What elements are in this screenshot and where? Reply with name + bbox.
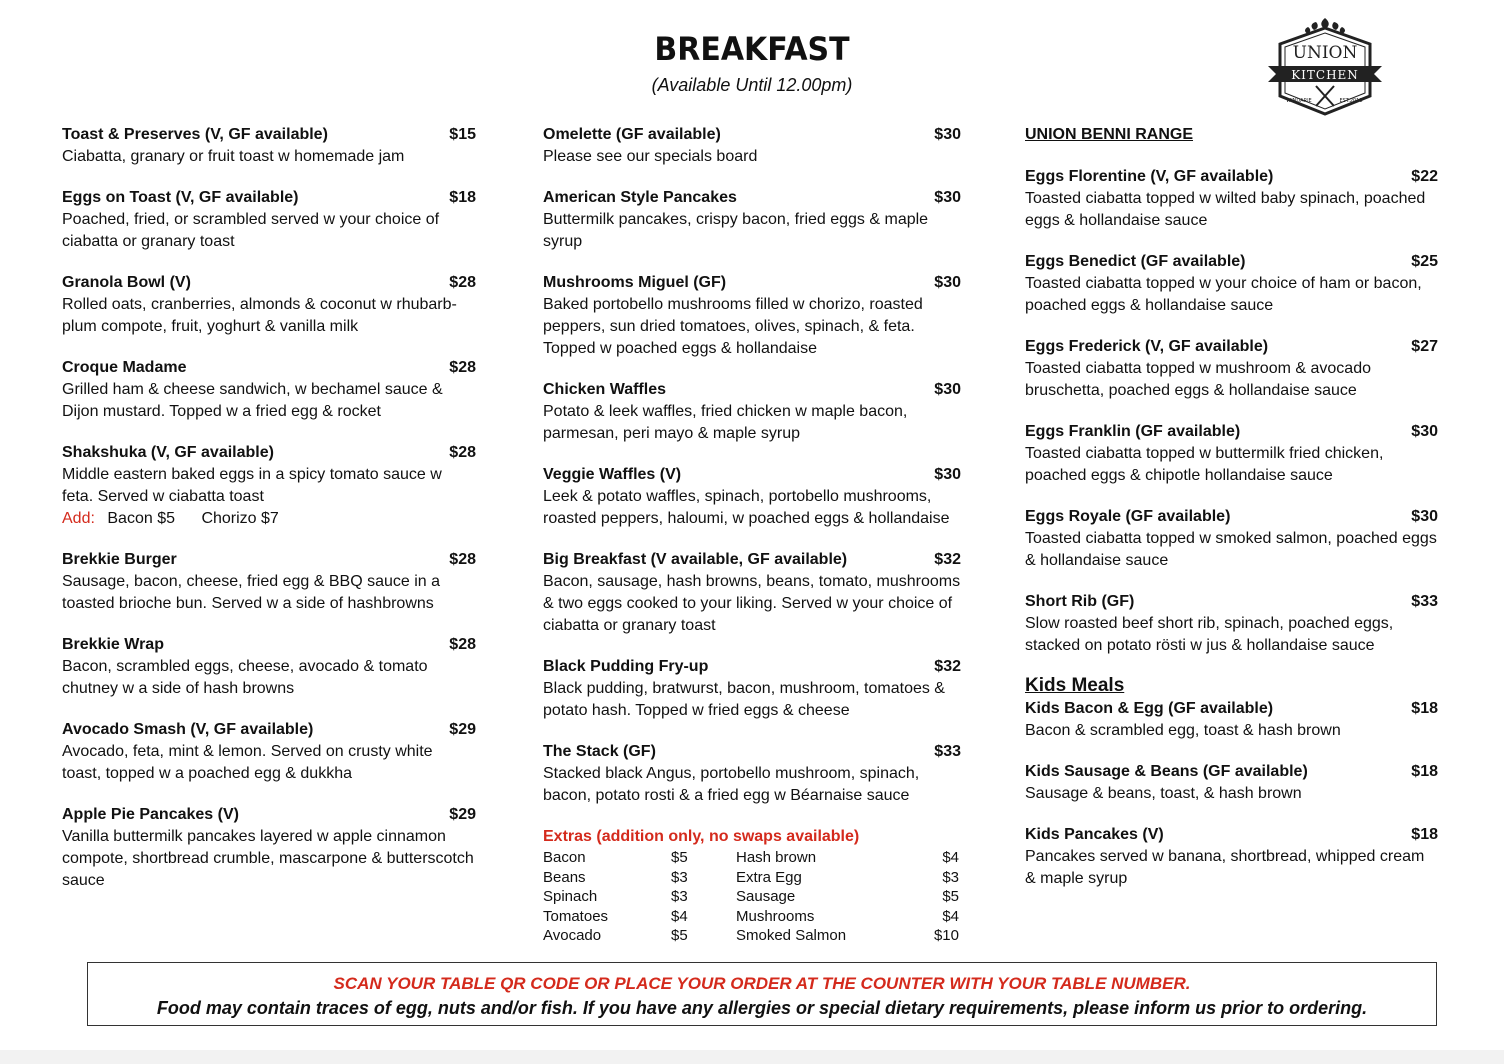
extra-name: Sausage	[736, 888, 796, 906]
item-price: $30	[934, 381, 961, 398]
menu-column-3	[1025, 124, 1438, 909]
item-name: Shakshuka (V, GF available)	[62, 444, 274, 461]
item-description: Buttermilk pancakes, crispy bacon, fried eggs & maple syrup	[543, 211, 929, 250]
item-name: Eggs Florentine (V, GF available)	[1025, 168, 1274, 185]
item-name: Kids Pancakes (V)	[1025, 826, 1164, 843]
extra-price: $5	[671, 927, 688, 945]
item-price: $29	[449, 806, 476, 823]
item-price: $32	[934, 551, 961, 568]
menu-column-1	[62, 124, 476, 911]
item-name: Black Pudding Fry-up	[543, 658, 709, 675]
extra-price: $5	[671, 849, 688, 866]
svg-text:EST.2018: EST.2018	[1339, 98, 1363, 104]
menu-item	[62, 634, 476, 700]
item-description: Avocado, feta, mint & lemon. Served on crusty white toast, topped w a poached egg & dukkha	[62, 743, 433, 782]
extras-table	[543, 848, 961, 946]
item-name: Eggs Frederick (V, GF available)	[1025, 338, 1269, 355]
kids-meals-title: Kids Meals	[1025, 675, 1125, 696]
extra-name: Avocado	[543, 927, 602, 945]
item-price: $28	[449, 274, 476, 291]
item-name: Brekkie Burger	[62, 551, 177, 568]
item-price: $28	[449, 636, 476, 653]
item-name: Brekkie Wrap	[62, 636, 164, 653]
item-price: $30	[934, 274, 961, 291]
item-description: Baked portobello mushrooms filled w chorizo, roasted peppers, sun dried tomatoes, olives, spinach, & feta. Topped w poached eggs & hollandaise	[543, 296, 923, 357]
item-name: Chicken Waffles	[543, 381, 666, 398]
menu-item	[62, 719, 476, 785]
item-name: Eggs Benedict (GF available)	[1025, 253, 1246, 270]
item-name: Kids Bacon & Egg (GF available)	[1025, 700, 1274, 717]
item-price: $18	[1411, 700, 1438, 717]
extra-price: $4	[942, 849, 959, 866]
extra-price: $3	[942, 868, 959, 886]
item-name: American Style Pancakes	[543, 189, 737, 206]
menu-item	[62, 804, 476, 892]
menu-item	[62, 124, 476, 168]
item-price: $15	[449, 126, 476, 143]
menu-item	[1025, 824, 1438, 890]
item-name: Mushrooms Miguel (GF)	[543, 274, 727, 291]
item-addons	[62, 508, 476, 530]
page-bottom-edge	[0, 1050, 1504, 1064]
item-description: Poached, fried, or scrambled served w your choice of ciabatta or granary toast	[62, 211, 440, 250]
extra-name: Tomatoes	[543, 907, 609, 925]
extras-title: Extras (addition only, no swaps available)	[543, 828, 860, 845]
extra-price: $4	[942, 907, 959, 925]
item-description: Rolled oats, cranberries, almonds & coconut w rhubarb-plum compote, fruit, yoghurt & vanilla milk	[62, 296, 457, 335]
extra-price: $4	[671, 907, 688, 925]
item-name: Eggs on Toast (V, GF available)	[62, 189, 299, 206]
item-name: Big Breakfast (V available, GF available)	[543, 551, 848, 568]
menu-item	[543, 272, 961, 360]
item-price: $30	[934, 189, 961, 206]
item-price: $27	[1411, 338, 1438, 355]
item-description: Toasted ciabatta topped w buttermilk fried chicken, poached eggs & chipotle hollandaise sauce	[1025, 445, 1384, 484]
item-price: $32	[934, 658, 961, 675]
menu-item	[543, 549, 961, 637]
item-description: Bacon, scrambled eggs, cheese, avocado & tomato chutney w a side of hash browns	[62, 658, 428, 697]
extra-price: $3	[671, 888, 688, 906]
item-price: $30	[934, 466, 961, 483]
extra-name: Mushrooms	[736, 907, 815, 925]
menu-column-2	[543, 124, 961, 946]
item-description: Black pudding, bratwurst, bacon, mushroom, tomatoes & potato hash. Topped w fried eggs & cheese	[543, 680, 945, 719]
item-price: $29	[449, 721, 476, 738]
item-name: Short Rib (GF)	[1025, 593, 1135, 610]
item-description: Bacon & scrambled egg, toast & hash brown	[1025, 722, 1341, 739]
item-price: $33	[1411, 593, 1438, 610]
menu-item	[1025, 506, 1438, 572]
item-description: Middle eastern baked eggs in a spicy tomato sauce w feta. Served w ciabatta toast	[62, 466, 442, 505]
union-kitchen-logo	[1266, 14, 1384, 124]
menu-item	[543, 656, 961, 722]
menu-item	[62, 187, 476, 253]
extra-price: $10	[933, 927, 959, 945]
item-description: Leek & potato waffles, spinach, portobello mushrooms, roasted peppers, haloumi, w poached eggs & hollandaise	[543, 488, 950, 527]
item-description: Potato & leek waffles, fried chicken w maple bacon, parmesan, peri mayo & maple syrup	[543, 403, 908, 442]
item-name: Avocado Smash (V, GF available)	[62, 721, 314, 738]
page-subtitle: (Available Until 12.00pm)	[651, 75, 853, 95]
item-name: Eggs Royale (GF available)	[1025, 508, 1231, 525]
extra-name: Spinach	[543, 888, 598, 906]
item-name: Croque Madame	[62, 359, 187, 376]
menu-item	[1025, 166, 1438, 232]
extra-price: $3	[671, 868, 688, 886]
item-description: Toasted ciabatta topped w your choice of ham or bacon, poached eggs & hollandaise sauce	[1025, 275, 1422, 314]
order-notice-box	[87, 962, 1437, 1026]
menu-item	[62, 442, 476, 530]
item-description: Stacked black Angus, portobello mushroom, spinach, bacon, potato rosti & a fried egg w Béarnaise sauce	[543, 765, 920, 804]
item-price: $18	[1411, 763, 1438, 780]
extra-name: Beans	[543, 868, 586, 886]
item-name: Eggs Franklin (GF available)	[1025, 423, 1241, 440]
menu-item	[543, 187, 961, 253]
item-description: Toasted ciabatta topped w smoked salmon, poached eggs & hollandaise sauce	[1025, 530, 1437, 569]
item-price: $30	[1411, 423, 1438, 440]
addon-label: Add:	[62, 510, 95, 527]
extra-name: Smoked Salmon	[736, 927, 847, 945]
svg-text:WINDARIE: WINDARIE	[1286, 98, 1312, 104]
item-name: Veggie Waffles (V)	[543, 466, 682, 483]
item-price: $18	[449, 189, 476, 206]
item-description: Ciabatta, granary or fruit toast w homemade jam	[62, 148, 405, 165]
item-description: Toasted ciabatta topped w mushroom & avocado bruschetta, poached eggs & hollandaise sauce	[1025, 360, 1371, 399]
menu-item	[62, 357, 476, 423]
page-title: BREAKFAST	[654, 30, 850, 69]
item-description: Sausage & beans, toast, & hash brown	[1025, 785, 1302, 802]
menu-item	[1025, 251, 1438, 317]
item-description: Grilled ham & cheese sandwich, w bechamel sauce & Dijon mustard. Topped w a fried egg & rocket	[62, 381, 443, 420]
menu-item	[62, 272, 476, 338]
order-instruction: SCAN YOUR TABLE QR CODE OR PLACE YOUR ORDER AT THE COUNTER WITH YOUR TABLE NUMBER.	[333, 974, 1191, 993]
item-price: $28	[449, 359, 476, 376]
menu-item	[543, 379, 961, 445]
item-name: Omelette (GF available)	[543, 126, 721, 143]
benni-range-title: UNION BENNI RANGE	[1025, 126, 1194, 143]
item-price: $22	[1411, 168, 1438, 185]
item-description: Pancakes served w banana, shortbread, whipped cream & maple syrup	[1025, 848, 1425, 887]
item-price: $25	[1411, 253, 1438, 270]
item-name: Apple Pie Pancakes (V)	[62, 806, 239, 823]
menu-item	[543, 464, 961, 530]
item-price: $28	[449, 444, 476, 461]
item-name: The Stack (GF)	[543, 743, 656, 760]
menu-item	[1025, 591, 1438, 657]
extra-name: Extra Egg	[736, 868, 802, 886]
allergy-notice: Food may contain traces of egg, nuts and/or fish. If you have any allergies or special dietary requirements, please inform us prior to ordering.	[156, 998, 1368, 1018]
extra-name: Bacon	[543, 849, 586, 866]
item-name: Kids Sausage & Beans (GF available)	[1025, 763, 1308, 780]
svg-text:UNION: UNION	[1292, 43, 1358, 63]
extra-name: Hash brown	[736, 849, 817, 866]
item-price: $33	[934, 743, 961, 760]
item-price: $30	[934, 126, 961, 143]
item-description: Please see our specials board	[543, 148, 758, 165]
item-price: $30	[1411, 508, 1438, 525]
item-name: Toast & Preserves (V, GF available)	[62, 126, 328, 143]
extra-price: $5	[942, 888, 959, 906]
item-price: $28	[449, 551, 476, 568]
menu-item	[1025, 421, 1438, 487]
menu-item	[543, 741, 961, 807]
menu-item	[1025, 761, 1438, 805]
item-description: Bacon, sausage, hash browns, beans, tomato, mushrooms & two eggs cooked to your liking. Served w your choice of ciabatta or granary toast	[543, 573, 961, 634]
item-description: Toasted ciabatta topped w wilted baby spinach, poached eggs & hollandaise sauce	[1025, 190, 1426, 229]
menu-item	[62, 549, 476, 615]
item-description: Vanilla buttermilk pancakes layered w apple cinnamon compote, shortbread crumble, mascarpone & butterscotch sauce	[62, 828, 474, 889]
item-price: $18	[1411, 826, 1438, 843]
menu-item	[1025, 698, 1438, 742]
item-description: Slow roasted beef short rib, spinach, poached eggs, stacked on potato rösti w jus & hollandaise sauce	[1025, 615, 1394, 654]
item-description: Sausage, bacon, cheese, fried egg & BBQ sauce in a toasted brioche bun. Served w a side of hashbrowns	[62, 573, 441, 612]
svg-text:KITCHEN: KITCHEN	[1291, 68, 1359, 82]
item-name: Granola Bowl (V)	[62, 274, 191, 291]
addon-option: Chorizo $7	[201, 510, 279, 527]
menu-item	[543, 124, 961, 168]
menu-item	[1025, 336, 1438, 402]
addon-option: Bacon $5	[107, 510, 175, 527]
